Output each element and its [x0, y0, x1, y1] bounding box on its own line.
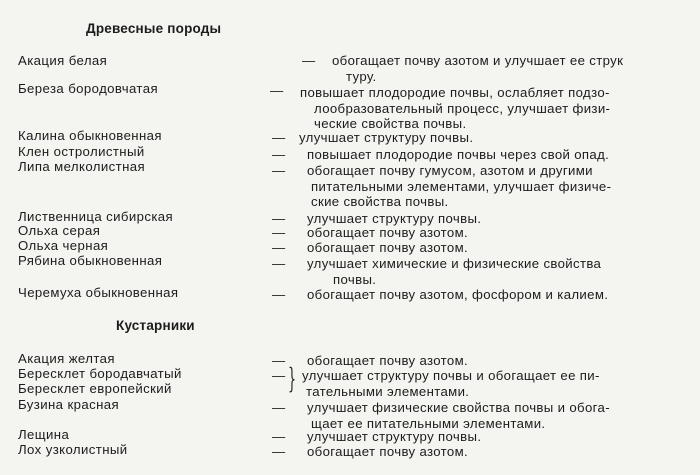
description-line: повышает плодородие почвы, ослабляет подзо-: [300, 85, 610, 100]
entry-name: Липа мелколистная: [18, 159, 146, 174]
entry-description: [307, 225, 468, 241]
section-title-shrubs: Кустарники: [116, 318, 195, 333]
description-line: обогащает почву азотом.: [307, 444, 469, 459]
description-line: ские свойства почвы.: [311, 194, 449, 210]
entry-name: Бузина красная: [18, 397, 120, 412]
description-line: обогащает почву азотом.: [307, 225, 469, 240]
description-line: тательными элементами.: [306, 383, 470, 399]
entry-dash: —: [272, 211, 286, 226]
entry-dash: —: [272, 163, 286, 178]
entry-name: Черемуха обыкновенная: [18, 285, 179, 300]
entry-description: [307, 147, 609, 163]
entry-dash: —: [272, 444, 286, 459]
entry-name: Акация белая: [18, 53, 108, 68]
description-line: почвы.: [333, 271, 377, 287]
entry-description: [307, 256, 601, 287]
description-line: щает ее питательными элементами.: [311, 415, 546, 431]
entry-name: Лох узколистный: [18, 442, 128, 457]
description-line: лообразовательный процесс, улучшает физи-: [314, 100, 611, 116]
entry-dash: —: [272, 287, 286, 302]
entry-name: Бересклет европейский: [18, 381, 172, 396]
entry-description: [307, 353, 468, 369]
entry-description: [299, 130, 473, 146]
entry-dash: —: [272, 240, 286, 255]
entry-description: [307, 287, 608, 303]
entry-name: Клен остролистный: [18, 144, 145, 159]
description-line: улучшает структуру почвы.: [299, 130, 474, 145]
description-line: повышает плодородие почвы через свой опад.: [307, 147, 610, 162]
description-line: обогащает почву азотом и улучшает ее струк: [332, 53, 624, 68]
description-line: обогащает почву азотом.: [307, 240, 469, 255]
entry-name: Лиственница сибирская: [18, 209, 174, 224]
description-line: улучшает химические и физические свойства: [307, 256, 602, 271]
description-line: улучшает структуру почвы и обогащает ее пи-: [302, 368, 600, 383]
entry-dash: —: [272, 147, 286, 162]
entry-name: Лещина: [18, 427, 70, 442]
description-line: ческие свойства почвы.: [314, 116, 467, 132]
entry-dash: —: [302, 53, 316, 68]
brace-symbol: }: [288, 362, 297, 395]
entry-name: Береза бородовчатая: [18, 81, 159, 96]
description-line: питательными элементами, улучшает физиче-: [311, 178, 612, 194]
entry-description: [307, 429, 481, 445]
entry-dash: —: [272, 400, 286, 415]
entry-name: Рябина обыкновенная: [18, 253, 163, 268]
section-title-trees: Древесные породы: [86, 21, 222, 36]
entry-dash: —: [272, 429, 286, 444]
entry-dash: —: [272, 256, 286, 271]
description-line: обогащает почву гумусом, азотом и другими: [307, 163, 593, 178]
entry-description: [302, 368, 600, 399]
entry-dash: —: [272, 130, 286, 145]
entry-name: Калина обыкновенная: [18, 128, 162, 143]
description-line: туру.: [346, 68, 377, 84]
entry-description: [307, 240, 468, 256]
entry-name: Ольха черная: [18, 238, 109, 253]
description-line: обогащает почву азотом, фосфором и калием.: [307, 287, 609, 302]
entry-dash: —: [272, 225, 286, 240]
entry-dash: —: [272, 353, 286, 368]
description-line: улучшает физические свойства почвы и обога-: [307, 400, 610, 415]
entry-description: [300, 85, 610, 132]
description-line: улучшает структуру почвы.: [307, 211, 482, 226]
entry-description: [307, 444, 468, 460]
entry-description: [332, 53, 623, 84]
entry-name: Бересклет бородавчатый: [18, 366, 182, 381]
entry-description: [307, 163, 611, 210]
description-line: улучшает структуру почвы.: [307, 429, 482, 444]
entry-dash: —: [272, 368, 286, 383]
entry-name: Акация желтая: [18, 351, 115, 366]
entry-description: [307, 400, 610, 431]
entry-dash: —: [270, 83, 284, 98]
description-line: обогащает почву азотом.: [307, 353, 469, 368]
entry-name: Ольха серая: [18, 223, 101, 238]
